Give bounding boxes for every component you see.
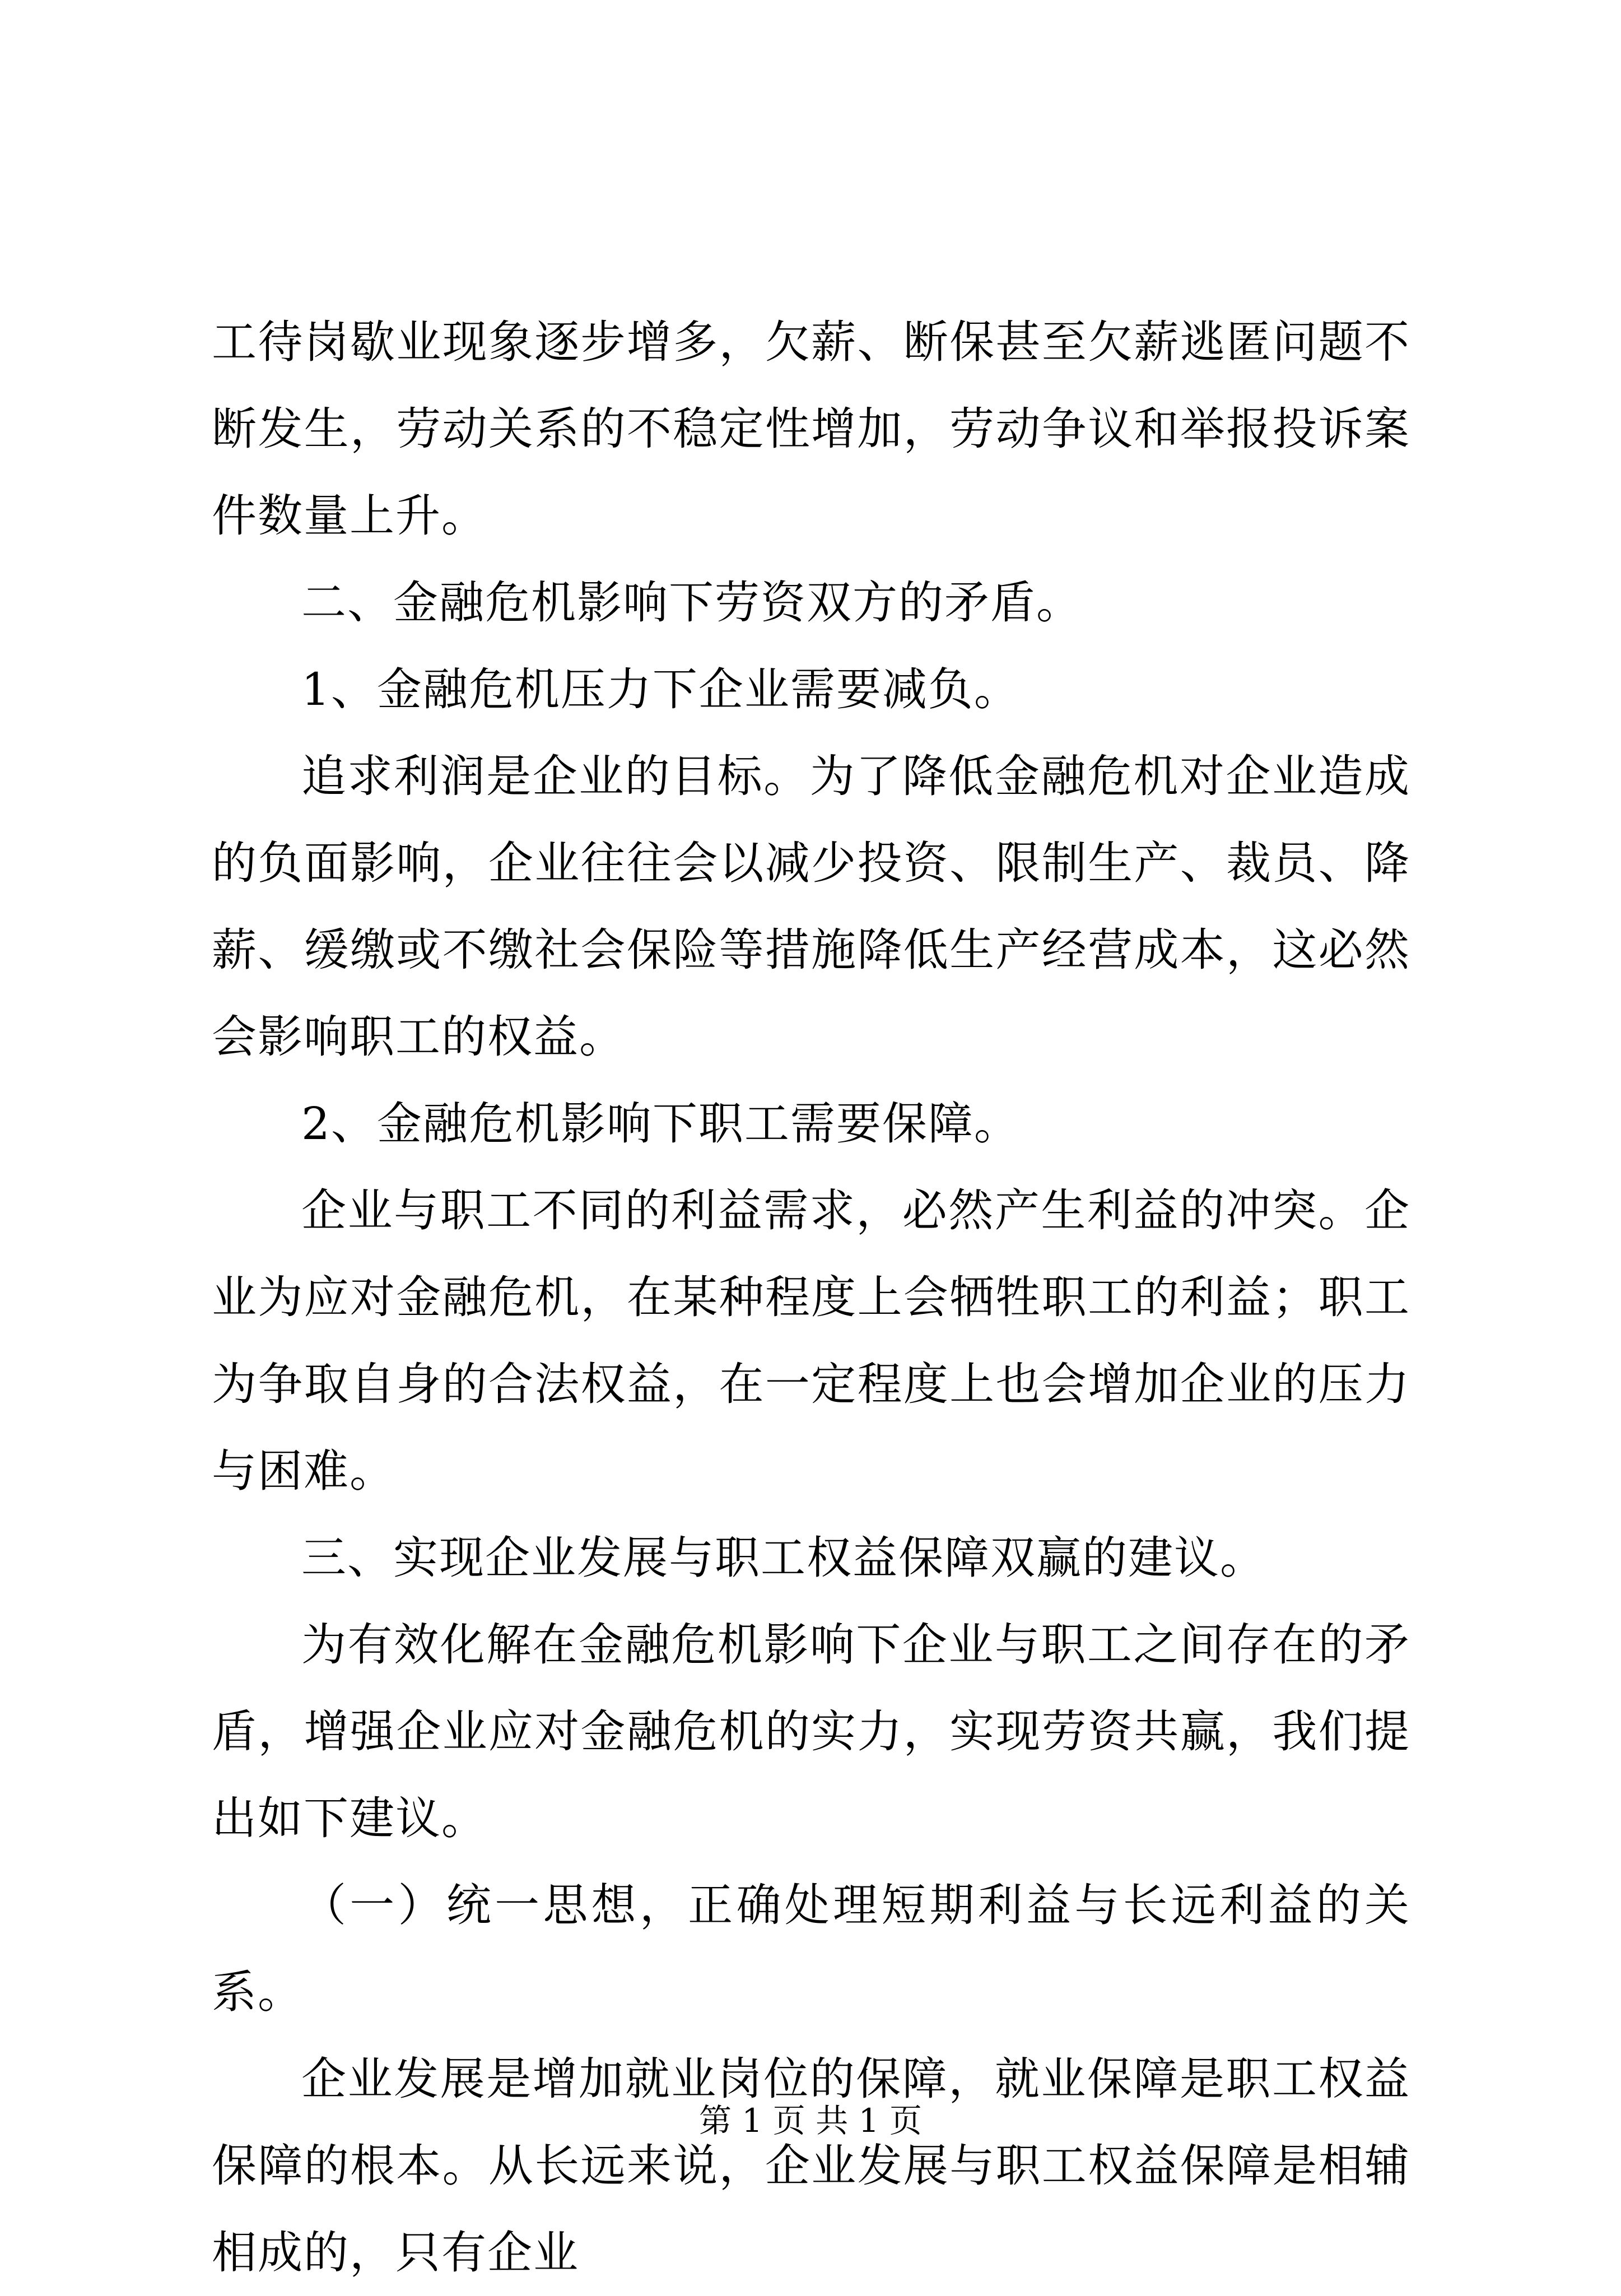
paragraph-3: 为有效化解在金融危机影响下企业与职工之间存在的矛盾，增强企业应对金融危机的实力，实现劳资共赢，我们提出如下建议。 [212, 1619, 1410, 1844]
document-body [212, 299, 1410, 2296]
heading-2: 二、金融危机影响下劳资双方的矛盾。 [301, 577, 1082, 629]
page-footer: 第 1 页 共 1 页 [699, 2102, 922, 2140]
subheading-2-1: 1、金融危机压力下企业需要减负。 [301, 663, 1020, 715]
paragraph-3-1: 企业发展是增加就业岗位的保障，就业保障是职工权益保障的根本。从长远来说，企业发展与职工权益保障是相辅相成的，只有企业 [212, 2053, 1410, 2279]
paragraph-2-1: 追求利润是企业的目标。为了降低金融危机对企业造成的负面影响，企业往往会以减少投资、限制生产、裁员、降薪、缓缴或不缴社会保险等措施降低生产经营成本，这必然会影响职工的权益。 [212, 750, 1410, 1063]
paragraph-2-2: 企业与职工不同的利益需求，必然产生利益的冲突。企业为应对金融危机，在某种程度上会牺牲职工的利益；职工为争取自身的合法权益，在一定程度上也会增加企业的压力与困难。 [212, 1184, 1410, 1497]
heading-3: 三、实现企业发展与职工权益保障双赢的建议。 [301, 1532, 1266, 1584]
paragraph-1: 工待岗歇业现象逐步增多，欠薪、断保甚至欠薪逃匿问题不断发生，劳动关系的不稳定性增加，劳动争议和举报投诉案件数量上升。 [212, 316, 1410, 542]
subheading-3-1: （一）统一思想，正确处理短期利益与长远利益的关系。 [212, 1879, 1410, 2018]
subheading-2-2: 2、金融危机影响下职工需要保障。 [301, 1098, 1020, 1150]
